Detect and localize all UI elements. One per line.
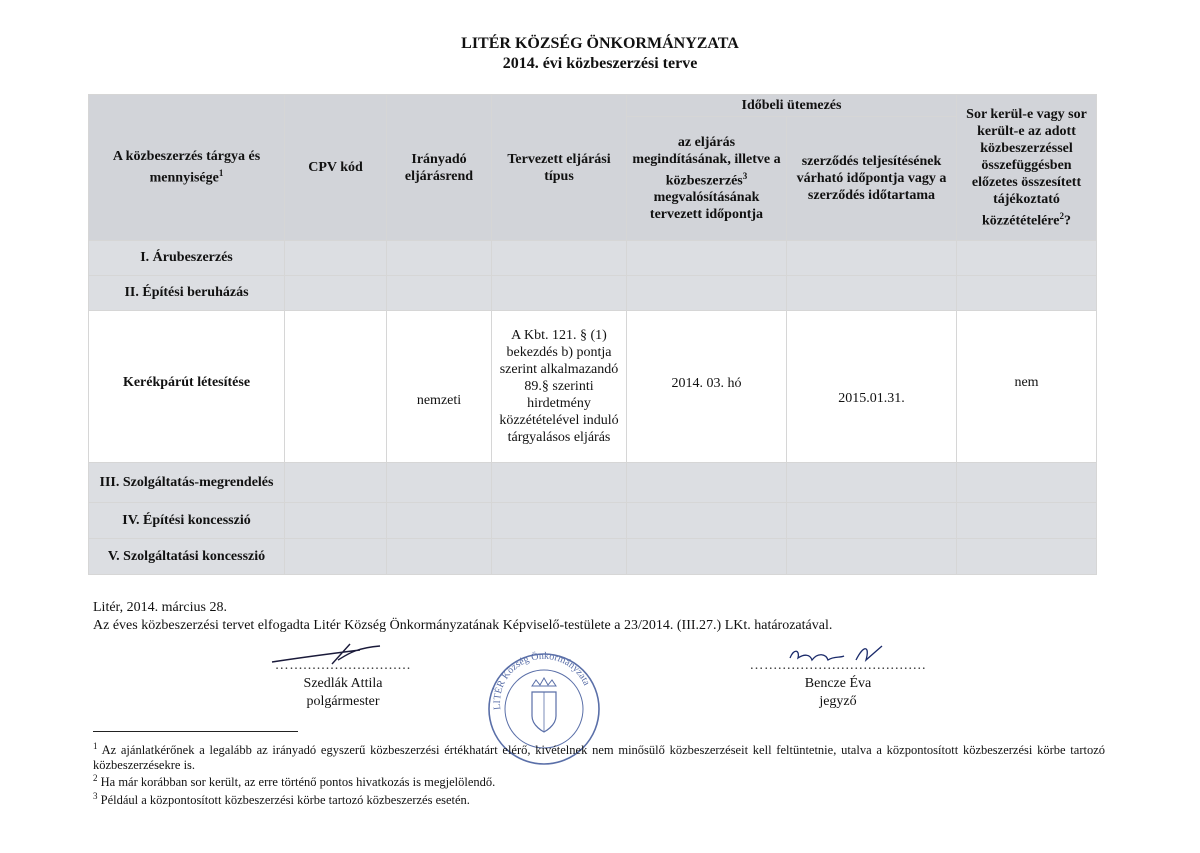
table-row — [89, 311, 1097, 463]
section-services: III. Szolgáltatás-megrendelés — [89, 463, 285, 503]
footnote-2: $^2$ Ha már korábban sor került, az erre történő pontos hivatkozás is megjelölendő. — [93, 773, 496, 790]
section-row — [89, 503, 1097, 539]
mayor-signature — [248, 657, 438, 711]
cell-start: 2014. 03. hó — [627, 311, 787, 463]
footnote-1: $^1$ Az ajánlatkérőnek a legalább az irányadó egyszerű közbeszerzési értékhatárt elérő, kivételnek nem minősülő közbeszerzéseit kell feltüntetnie, utalva a központosított közbeszerzési körbe tartozó közbeszerzésekre is. — [93, 741, 1106, 773]
mayor-signature-line: …........................... — [274, 658, 412, 673]
cell-type: A Kbt. 121. § (1) bekezdés b) pontja szerint alkalmazandó 89.§ szerinti hirdetmény közzétételével induló tárgyalásos eljárás — [492, 311, 627, 463]
section-row — [89, 241, 1097, 276]
header-procedure: Irányadó eljárásrend — [387, 95, 492, 241]
footnote-3: $^3$ Például a központosított közbeszerzési körbe tartozó közbeszerzés esetén. — [93, 791, 470, 808]
footnote-divider — [93, 731, 298, 732]
clerk-name: Bencze Éva — [804, 676, 872, 691]
section-works-concession: IV. Építési koncesszió — [89, 503, 285, 539]
subtitle-line: 2014. évi közbeszerzési terve — [502, 55, 698, 72]
mayor-name: Szedlák Attila — [303, 676, 383, 691]
section-goods: I. Árubeszerzés — [89, 241, 285, 276]
section-row — [89, 463, 1097, 503]
place-date: Litér, 2014. március 28. — [93, 600, 227, 615]
header-end: szerződés teljesítésének várható időpontja vagy a szerződés időtartama — [787, 117, 957, 241]
stamp-text: LITÉR Község Önkormányzata — [491, 650, 592, 711]
mayor-role: polgármester — [306, 694, 380, 709]
header-type: Tervezett eljárási típus — [492, 95, 627, 241]
header-timing: Időbeli ütemezés — [627, 95, 957, 117]
header-subject: A közbeszerzés tárgya és mennyisége$^1$ — [89, 95, 285, 241]
header-prior-notice: Sor kerül-e vagy sor került-e az adott közbeszerzéssel összefüggésben előzetes összesített tájékoztató közzétételére$^2$? — [957, 95, 1097, 241]
document-title — [0, 34, 1200, 74]
cell-end: 2015.01.31. — [787, 311, 957, 463]
svg-text:LITÉR Község Önkormányzata — [492, 650, 592, 710]
cell-cpv — [285, 311, 387, 463]
clerk-signature-line: ….................................... — [749, 658, 927, 673]
cell-prior: nem — [957, 311, 1097, 463]
title-line: LITÉR KÖZSÉG ÖNKORMÁNYZATA — [461, 35, 739, 52]
section-construction: II. Építési beruházás — [89, 276, 285, 311]
header-cpv: CPV kód — [285, 95, 387, 241]
cell-procedure: nemzeti — [387, 311, 492, 463]
header-start: az eljárás megindításának, illetve a közbeszerzés$^3$ megvalósításának tervezett időpontja — [627, 117, 787, 241]
section-row — [89, 276, 1097, 311]
clerk-role: jegyző — [819, 694, 857, 709]
clerk-signature — [748, 657, 928, 711]
adoption-text: Az éves közbeszerzési tervet elfogadta Litér Község Önkormányzatának Képviselő-testülete a 23/2014. (III.27.) LKt. határozatával. — [93, 618, 833, 633]
adoption-block — [93, 599, 832, 635]
cell-subject: Kerékpárút létesítése — [89, 311, 285, 463]
section-row — [89, 539, 1097, 575]
section-service-concession: V. Szolgáltatási koncesszió — [89, 539, 285, 575]
procurement-plan-table — [88, 94, 1097, 575]
